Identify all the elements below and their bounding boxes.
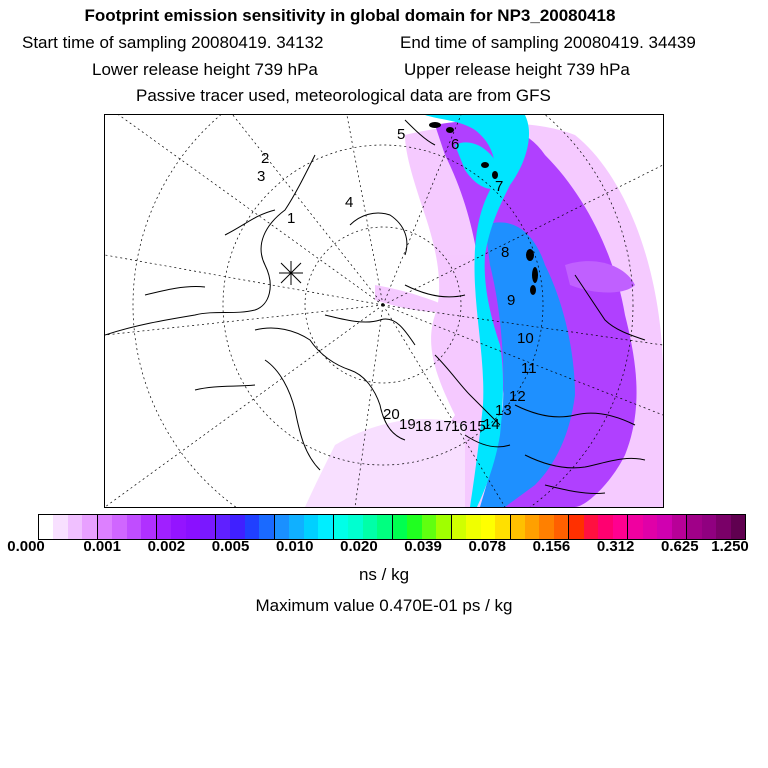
- colorbar-swatch: [127, 515, 141, 539]
- colorbar-swatch: [304, 515, 318, 539]
- colorbar-tick-label: 0.156: [532, 538, 571, 555]
- colorbar-swatch: [289, 515, 303, 539]
- track-label: 18: [415, 418, 432, 435]
- colorbar-swatch: [53, 515, 67, 539]
- colorbar-swatch: [68, 515, 82, 539]
- colorbar-swatch: [452, 515, 466, 539]
- colorbar-swatch: [598, 515, 612, 539]
- colorbar-tick-label: 0.312: [596, 538, 635, 555]
- tracer-note: Passive tracer used, meteorological data are from GFS: [136, 86, 551, 105]
- footprint-map: [104, 114, 664, 508]
- track-label: 6: [451, 136, 460, 153]
- colorbar-tick-label: 0.020: [340, 538, 378, 555]
- colorbar-swatch: [495, 515, 510, 539]
- colorbar-swatch: [613, 515, 628, 539]
- release-site-marker: [279, 261, 303, 285]
- track-label: 14: [483, 416, 500, 433]
- start-time-label: Start time of sampling 20080419. 34132: [22, 33, 324, 52]
- colorbar-swatch: [334, 515, 348, 539]
- track-label: 1: [287, 210, 296, 227]
- colorbar-swatch: [628, 515, 642, 539]
- colorbar-swatch: [539, 515, 553, 539]
- colorbar-swatch: [702, 515, 716, 539]
- colorbar-swatch: [407, 515, 421, 539]
- track-label: 9: [507, 292, 516, 309]
- colorbar-swatch: [436, 515, 451, 539]
- track-label: 5: [397, 126, 406, 143]
- colorbar-tick-label: 0.010: [275, 538, 314, 555]
- colorbar-swatch: [216, 515, 230, 539]
- track-label: 10: [517, 330, 534, 347]
- track-label: 19: [399, 416, 416, 433]
- colorbar-swatch: [82, 515, 97, 539]
- upper-height-label: Upper release height 739 hPa: [404, 60, 630, 79]
- max-value-note: Maximum value 0.470E-01 ps / kg: [255, 596, 513, 615]
- colorbar-tick-label: 1.250: [711, 538, 749, 555]
- track-label: 15: [469, 418, 486, 435]
- track-label: 2: [261, 150, 270, 167]
- colorbar-tick-label: 0.078: [468, 538, 507, 555]
- track-label: 11: [521, 360, 537, 377]
- end-time-label: End time of sampling 20080419. 34439: [400, 33, 696, 52]
- colorbar-swatch: [186, 515, 200, 539]
- colorbar-tick-label: 0.000: [7, 538, 45, 555]
- colorbar-tick-label: 0.039: [404, 538, 442, 555]
- colorbar-swatch: [525, 515, 539, 539]
- colorbar-swatch: [112, 515, 126, 539]
- colorbar-swatch: [511, 515, 525, 539]
- colorbar-swatch: [230, 515, 244, 539]
- colorbar-swatch: [245, 515, 259, 539]
- colorbar-swatch: [731, 515, 745, 539]
- track-label: 16: [451, 418, 468, 435]
- colorbar-swatch: [318, 515, 333, 539]
- colorbar-swatch: [687, 515, 701, 539]
- colorbar: [38, 514, 746, 540]
- colorbar-tick-label: 0.005: [211, 538, 250, 555]
- track-label: 7: [495, 178, 504, 195]
- track-label: 4: [345, 194, 354, 211]
- colorbar-tick-label: 0.002: [147, 538, 186, 555]
- colorbar-swatch: [481, 515, 495, 539]
- colorbar-swatch: [554, 515, 569, 539]
- colorbar-tick-label: 0.001: [83, 538, 121, 555]
- lower-height-label: Lower release height 739 hPa: [92, 60, 318, 79]
- colorbar-swatch: [393, 515, 407, 539]
- colorbar-swatch: [98, 515, 112, 539]
- map-canvas: [105, 115, 663, 507]
- colorbar-swatch: [716, 515, 730, 539]
- track-label: 13: [495, 402, 512, 419]
- colorbar-swatch: [584, 515, 598, 539]
- colorbar-swatch: [348, 515, 362, 539]
- colorbar-swatch: [171, 515, 185, 539]
- colorbar-swatch: [377, 515, 392, 539]
- colorbar-swatch: [275, 515, 289, 539]
- colorbar-swatch: [643, 515, 657, 539]
- track-label: 20: [383, 406, 400, 423]
- colorbar-swatch: [657, 515, 671, 539]
- plot-title: Footprint emission sensitivity in global domain for NP3_20080418: [84, 6, 616, 25]
- track-label: 12: [509, 388, 526, 405]
- colorbar-ticks: [0, 538, 768, 562]
- colorbar-swatch: [422, 515, 436, 539]
- colorbar-swatch: [157, 515, 171, 539]
- colorbar-swatch: [200, 515, 215, 539]
- colorbar-swatch: [259, 515, 274, 539]
- track-label: 8: [501, 244, 510, 261]
- colorbar-swatch: [141, 515, 156, 539]
- colorbar-swatch: [672, 515, 687, 539]
- track-label: 3: [257, 168, 266, 185]
- colorbar-tick-label: 0.625: [661, 538, 699, 555]
- colorbar-swatch: [466, 515, 480, 539]
- track-label: 17: [435, 418, 452, 435]
- colorbar-swatch: [39, 515, 53, 539]
- colorbar-swatch: [363, 515, 377, 539]
- colorbar-swatch: [569, 515, 583, 539]
- colorbar-unit: ns / kg: [358, 565, 410, 584]
